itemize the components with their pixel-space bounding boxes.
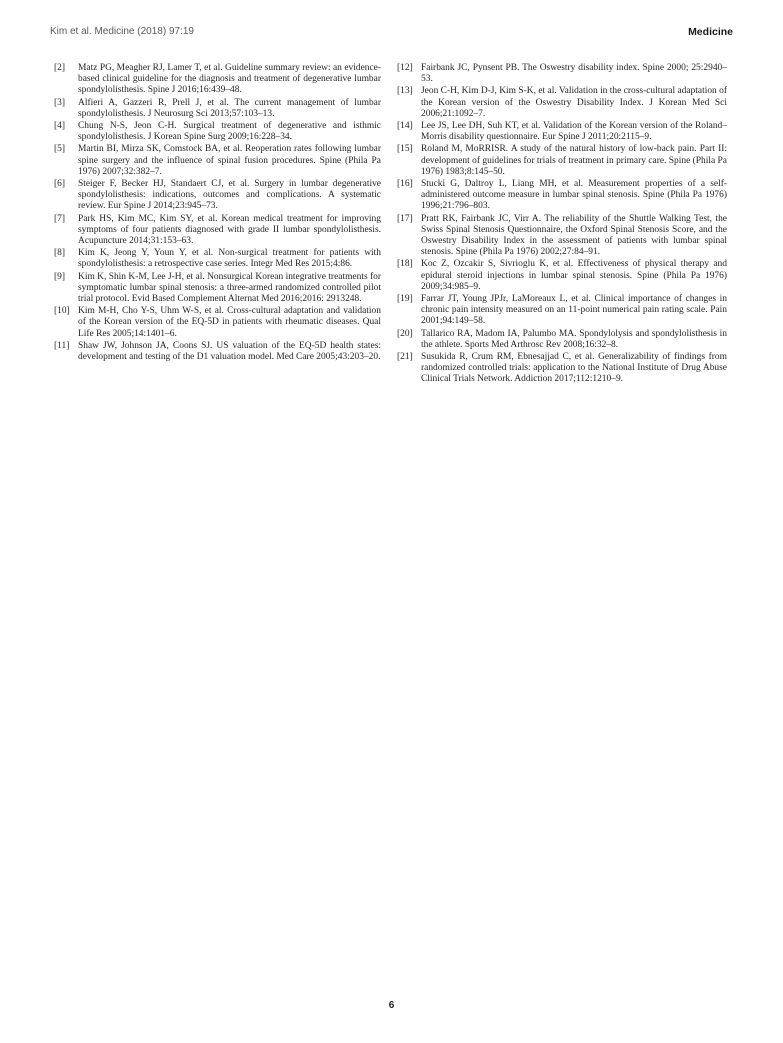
- reference-item: [397, 86, 727, 120]
- reference-number: [15]: [397, 144, 413, 155]
- reference-text: Alfieri A, Gazzeri R, Prell J, et al. The current management of lumbar spondylolisthesis. J Neurosurg Sci 2013;57:103–13.: [78, 97, 381, 119]
- reference-text: Jeon C-H, Kim D-J, Kim S-K, et al. Validation in the cross-cultural adaptation of the Korean version of the Oswestry Disability Index. J Korean Med Sci 2006;21:1092–7.: [421, 86, 727, 119]
- reference-text: Kim K, Jeong Y, Youn Y, et al. Non-surgical treatment for patients with spondylolisthesis: a retrospective case series. Integr Med Res 2015;4:86.: [78, 248, 381, 270]
- reference-text: Kim K, Shin K-M, Lee J-H, et al. Nonsurgical Korean integrative treatments for symptomatic lumbar spinal stenosis: a three-armed randomized controlled pilot trial protocol. Evid Based Complement Alternat Med 2016;2016: 2913248.: [78, 271, 381, 305]
- reference-item: [54, 214, 381, 248]
- reference-item: [397, 63, 727, 85]
- reference-text: Martin BI, Mirza SK, Comstock BA, et al. Reoperation rates following lumbar spine surgery and the influence of spinal fusion procedures. Spine (Phila Pa 1976) 2007;32:382–7.: [78, 144, 381, 177]
- reference-text: Park HS, Kim MC, Kim SY, et al. Korean medical treatment for improving symptoms of four patients diagnosed with grade II lumbar spondylolisthesis. Acupuncture 2014;31:153–63.: [78, 213, 381, 247]
- reference-item: [397, 294, 727, 328]
- page-header: [50, 26, 733, 40]
- reference-text: Fairbank JC, Pynsent PB. The Oswestry disability index. Spine 2000; 25:2940–53.: [421, 63, 727, 85]
- reference-item: [54, 144, 381, 178]
- reference-number: [12]: [397, 63, 413, 73]
- reference-number: [19]: [397, 294, 413, 305]
- reference-text: Susukida R, Crum RM, Ebnesajjad C, et al. Generalizability of findings from randomized controlled trials: application to the National Institute of Drug Abuse Clinical Trials Network. Addiction 2017;112:1210–9.: [421, 352, 727, 385]
- reference-number: [9]: [54, 271, 66, 282]
- reference-text: Kim M-H, Cho Y-S, Uhm W-S, et al. Cross-cultural adaptation and validation of the Korean version of the EQ-5D in patients with rheumatic diseases. Qual Life Res 2005;14:1401–6.: [78, 306, 381, 339]
- reference-number: [13]: [397, 86, 413, 97]
- reference-number: [18]: [397, 259, 413, 270]
- reference-item: [397, 352, 727, 386]
- journal-name: Medicine: [688, 26, 733, 38]
- reference-item: [54, 98, 381, 120]
- reference-item: [397, 179, 727, 213]
- reference-item: [54, 306, 381, 340]
- reference-number: [5]: [54, 144, 66, 155]
- reference-number: [4]: [54, 121, 66, 132]
- reference-text: Shaw JW, Johnson JA, Coons SJ. US valuation of the EQ-5D health states: development and testing of the D1 valuation model. Med Care 2005;43:203–20.: [78, 340, 381, 363]
- reference-number: [10]: [54, 306, 70, 317]
- reference-list-left-column: [54, 63, 381, 364]
- reference-number: [21]: [397, 352, 413, 363]
- reference-number: [6]: [54, 179, 66, 190]
- reference-text: Koc Z, Ozcakir S, Sivrioglu K, et al. Effectiveness of physical therapy and epidural steroid injections in lumbar spinal stenosis. Spine (Phila Pa 1976) 2009;34:985–9.: [421, 259, 727, 292]
- reference-number: [8]: [54, 248, 66, 259]
- reference-item: [397, 214, 727, 259]
- reference-item: [397, 144, 727, 178]
- reference-item: [54, 248, 381, 270]
- reference-text: Chung N-S, Jeon C-H. Surgical treatment of degenerative and isthmic spondylolisthesis. J Korean Spine Surg 2009;16:228–34.: [78, 121, 381, 143]
- reference-item: [54, 179, 381, 213]
- reference-text: Stucki G, Daltroy L, Liang MH, et al. Measurement properties of a self-administered outcome measure in lumbar spinal stenosis. Spine (Phila Pa 1976) 1996;21:796–803.: [421, 179, 727, 212]
- reference-text: Steiger F, Becker HJ, Standaert CJ, et al. Surgery in lumbar degenerative spondylolisthesis: indications, outcomes and complications. A systematic review. Eur Spine J 2014;23:945–73.: [78, 179, 381, 212]
- reference-number: [11]: [54, 340, 70, 351]
- reference-text: Pratt RK, Fairbank JC, Virr A. The reliability of the Shuttle Walking Test, the Swiss Spinal Stenosis Questionnaire, the Oxford Spinal Stenosis Score, and the Oswestry Disability Index in the assessment of patients with lumbar spinal stenosis. Spine (Phila Pa 1976) 2002;27:84–91.: [421, 213, 727, 258]
- reference-number: [2]: [54, 63, 66, 73]
- reference-item: [397, 259, 727, 293]
- reference-number: [3]: [54, 97, 66, 108]
- reference-number: [7]: [54, 213, 66, 224]
- reference-item: [397, 329, 727, 351]
- reference-item: [397, 121, 727, 143]
- running-header-citation: Kim et al. Medicine (2018) 97:19: [50, 26, 194, 37]
- reference-text: Roland M, MoRRISR. A study of the natural history of low-back pain. Part II: development of guidelines for trials of treatment in primary care. Spine (Phila Pa 1976) 1983;8:145–50.: [421, 144, 727, 177]
- reference-text: Matz PG, Meagher RJ, Lamer T, et al. Guideline summary review: an evidence-based clinical guideline for the diagnosis and treatment of degenerative lumbar spondylolisthesis. Spine J 2016;16:439–48.: [78, 63, 381, 96]
- reference-list-right-column: [397, 63, 727, 387]
- reference-text: Farrar JT, Young JPJr, LaMoreaux L, et al. Clinical importance of changes in chronic pain intensity measured on an 11-point numerical pain rating scale. Pain 2001;94:149–58.: [421, 294, 727, 327]
- reference-text: Tallarico RA, Madom IA, Palumbo MA. Spondylolysis and spondylolisthesis in the athlete. Sports Med Arthrosc Rev 2008;16:32–8.: [421, 328, 727, 350]
- reference-item: [54, 272, 381, 306]
- reference-text: Lee JS, Lee DH, Suh KT, et al. Validation of the Korean version of the Roland–Morris disability questionnaire. Eur Spine J 2011;20:2115–9.: [421, 121, 727, 143]
- reference-number: [14]: [397, 121, 413, 132]
- reference-number: [20]: [397, 328, 413, 339]
- page-number: 6: [388, 1000, 395, 1011]
- reference-number: [17]: [397, 213, 413, 224]
- reference-number: [16]: [397, 179, 413, 190]
- reference-item: [54, 341, 381, 363]
- reference-item: [54, 121, 381, 143]
- reference-item: [54, 63, 381, 97]
